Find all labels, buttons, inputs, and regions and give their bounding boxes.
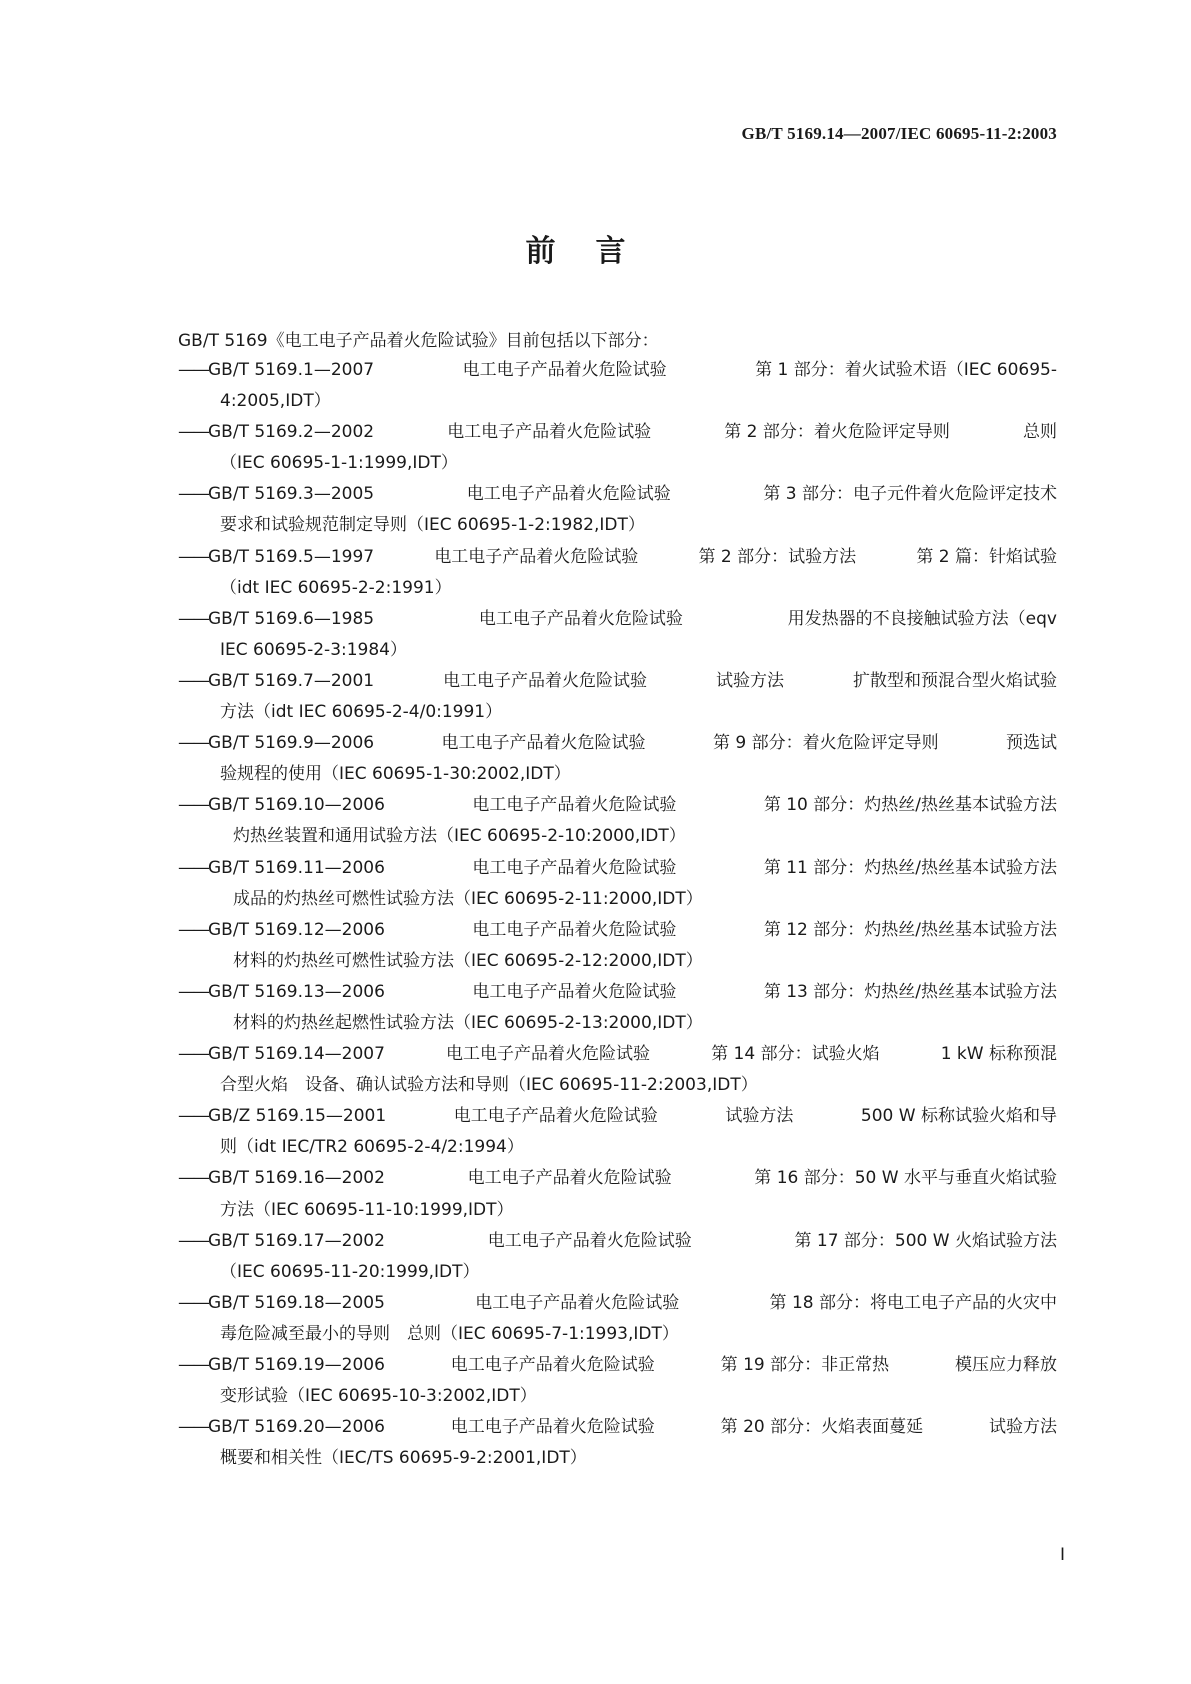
standard-part-title: 第 3 部分：电子元件着火危险评定技术 [763,484,1057,505]
standard-code [178,479,374,510]
standard-code [178,1039,385,1070]
standard-part-title: 预选试 [1006,733,1057,754]
list-item-continuation: 灼热丝装置和通用试验方法（IEC 60695-2-10:2000,IDT） [233,826,686,847]
list-item-continuation: 成品的灼热丝可燃性试验方法（IEC 60695-2-11:2000,IDT） [233,888,703,909]
standard-part-title: 第 19 部分：非正常热 [720,1355,890,1375]
list-item-first-line [178,915,1057,946]
standard-code-text: GB/T 5169.10—2006 [208,795,385,816]
list-item [178,1350,1057,1412]
standard-code [178,728,374,759]
list-item-first-line [178,1412,1057,1443]
list-item [178,915,1057,977]
standard-part-title: 第 13 部分：灼热丝/热丝基本试验方法 [763,981,1057,1002]
standard-series-title: 电工电子产品着火危险试验 [462,360,667,380]
standard-code-text: GB/T 5169.11—2006 [208,857,385,878]
list-item-first-line [178,417,1057,448]
list-item-first-line [178,1288,1057,1319]
standard-part-title: 第 2 篇：针焰试验 [916,546,1057,567]
standard-code-text: GB/T 5169.20—2006 [208,1417,385,1438]
em-dash-marker: —— [178,1292,208,1313]
standard-series-title: 电工电子产品着火危险试验 [441,733,646,754]
standard-code [178,1412,385,1443]
em-dash-marker: —— [178,608,208,629]
em-dash-marker: —— [178,1417,208,1438]
standard-series-title: 电工电子产品着火危险试验 [450,1417,655,1438]
list-item [178,1226,1057,1288]
standard-code-text: GB/T 5169.9—2006 [208,733,375,754]
em-dash-marker: —— [178,484,208,505]
standard-code [178,542,374,573]
standard-part-title: 第 2 部分：试验方法 [698,546,857,567]
standard-code-text: GB/T 5169.6—1985 [208,608,375,629]
standard-code [178,915,385,946]
list-item-first-line [178,542,1057,573]
standard-series-title: 电工电子产品着火危险试验 [472,857,677,878]
list-item-continuation: 材料的灼热丝可燃性试验方法（IEC 60695-2-12:2000,IDT） [233,950,703,971]
list-item-first-line [178,1163,1057,1194]
standard-part-title: 总则 [1022,422,1057,443]
standard-series-title: 电工电子产品着火危险试验 [450,1355,655,1375]
standard-series-title: 电工电子产品着火危险试验 [466,484,671,505]
standard-code-text: GB/T 5169.12—2006 [208,919,385,940]
list-item-continuation: 合型火焰 设备、确认试验方法和导则（IEC 60695-11-2:2003,IDT） [220,1075,758,1096]
standard-code [178,1101,386,1132]
standards-list [178,355,1057,1474]
em-dash-marker: —— [178,981,208,1002]
em-dash-marker: —— [178,1168,208,1189]
list-item-first-line [178,853,1057,884]
em-dash-marker: —— [178,919,208,940]
list-item [178,790,1057,852]
standard-part-title: 模压应力释放 [955,1355,1057,1375]
em-dash-marker: —— [178,795,208,816]
standard-code [178,604,374,635]
standard-part-title: 第 10 部分：灼热丝/热丝基本试验方法 [763,795,1057,816]
list-item-continuation: （IEC 60695-1-1:1999,IDT） [220,453,458,474]
standard-code-text: GB/T 5169.18—2005 [208,1292,385,1313]
standard-code-text: GB/T 5169.14—2007 [208,1044,385,1065]
list-item-first-line [178,1101,1057,1132]
standard-series-title: 电工电子产品着火危险试验 [487,1230,692,1251]
list-item-continuation: 要求和试验规范制定导则（IEC 60695-1-2:1982,IDT） [220,515,645,536]
list-item [178,1412,1057,1474]
standard-code-text: GB/T 5169.5—1997 [208,546,375,567]
list-item [178,604,1057,666]
em-dash-marker: —— [178,857,208,878]
standard-part-title: 用发热器的不良接触试验方法（eqv [787,608,1057,629]
page-title: 前言 [525,234,666,269]
standard-part-title: 试验方法 [989,1417,1057,1438]
standard-part-title: 第 14 部分：试验火焰 [711,1044,880,1065]
em-dash-marker: —— [178,670,208,691]
standard-part-title: 第 20 部分：火焰表面蔓延 [720,1417,924,1438]
em-dash-marker: —— [178,546,208,567]
standard-part-title: 第 17 部分：500 W 火焰试验方法 [794,1230,1057,1251]
list-item [178,666,1057,728]
standard-part-title: 试验方法 [716,670,785,691]
standard-series-title: 电工电子产品着火危险试验 [453,1106,658,1127]
standard-series-title: 电工电子产品着火危险试验 [478,608,683,629]
standard-code-text: GB/T 5169.3—2005 [208,484,375,505]
list-item-continuation: 则（idt IEC/TR2 60695-2-4/2:1994） [220,1137,524,1158]
list-item-first-line [178,977,1057,1008]
em-dash-marker: —— [178,1355,208,1375]
list-item-continuation: 材料的灼热丝起燃性试验方法（IEC 60695-2-13:2000,IDT） [233,1012,703,1033]
list-item [178,1101,1057,1163]
list-item [178,1039,1057,1101]
standard-part-title: 500 W 标称试验火焰和导 [860,1106,1057,1127]
list-item [178,1163,1057,1225]
standard-series-title: 电工电子产品着火危险试验 [446,1044,651,1065]
standard-series-title: 电工电子产品着火危险试验 [472,919,677,940]
standard-code-text: GB/T 5169.1—2007 [208,360,375,380]
list-item-continuation: 验规程的使用（IEC 60695-1-30:2002,IDT） [220,764,571,785]
list-item-continuation: （IEC 60695-11-20:1999,IDT） [220,1261,480,1282]
standard-series-title: 电工电子产品着火危险试验 [434,546,639,567]
standard-series-title: 电工电子产品着火危险试验 [472,981,677,1002]
list-item-continuation: 概要和相关性（IEC/TS 60695-9-2:2001,IDT） [220,1448,587,1469]
standard-code-text: GB/Z 5169.15—2001 [208,1106,387,1127]
em-dash-marker: —— [178,360,208,380]
standard-code [178,1163,385,1194]
list-item-first-line [178,666,1057,697]
standard-code [178,666,374,697]
standard-part-title: 第 16 部分：50 W 水平与垂直火焰试验 [754,1168,1057,1189]
list-item-first-line [178,604,1057,635]
list-item-first-line [178,728,1057,759]
standard-code-text: GB/T 5169.17—2002 [208,1230,385,1251]
em-dash-marker: —— [178,1230,208,1251]
standard-code-text: GB/T 5169.16—2002 [208,1168,385,1189]
standard-series-title: 电工电子产品着火危险试验 [475,1292,680,1313]
standard-part-title: 扩散型和预混合型火焰试验 [852,670,1057,691]
em-dash-marker: —— [178,1106,208,1127]
standard-series-title: 电工电子产品着火危险试验 [472,795,677,816]
list-item-first-line [178,479,1057,510]
standard-code-text: GB/T 5169.13—2006 [208,981,385,1002]
list-item-continuation: 变形试验（IEC 60695-10-3:2002,IDT） [220,1386,537,1407]
list-item-continuation: 4:2005,IDT） [220,391,331,412]
standard-code [178,417,374,448]
list-item [178,1288,1057,1350]
page-number: Ⅰ [1059,1545,1065,1564]
standard-code [178,1226,385,1257]
list-item [178,977,1057,1039]
list-item-first-line [178,1226,1057,1257]
standard-code-text: GB/T 5169.19—2006 [208,1355,385,1375]
list-item [178,355,1057,417]
standard-part-title: 第 1 部分：着火试验术语（IEC 60695- [755,360,1057,380]
list-item-continuation: 毒危险减至最小的导则 总则（IEC 60695-7-1:1993,IDT） [220,1323,679,1344]
em-dash-marker: —— [178,733,208,754]
list-item [178,479,1057,541]
standard-code [178,790,385,821]
standard-part-title: 第 9 部分：着火危险评定导则 [712,733,939,754]
list-item-first-line [178,355,1057,386]
standard-series-title: 电工电子产品着火危险试验 [447,422,652,443]
standard-series-title: 电工电子产品着火危险试验 [467,1168,672,1189]
list-item [178,853,1057,915]
standard-code [178,853,385,884]
standard-part-title: 第 2 部分：着火危险评定导则 [724,422,950,443]
list-item-first-line [178,790,1057,821]
standard-code [178,1350,385,1381]
standard-code [178,1288,385,1319]
list-item-first-line [178,1039,1057,1070]
standard-code-text: GB/T 5169.2—2002 [208,422,375,443]
standard-part-title: 第 11 部分：灼热丝/热丝基本试验方法 [763,857,1057,878]
standard-part-title: 第 12 部分：灼热丝/热丝基本试验方法 [763,919,1057,940]
em-dash-marker: —— [178,422,208,443]
standard-part-title: 1 kW 标称预混 [940,1044,1057,1065]
list-item [178,542,1057,604]
intro-paragraph: GB/T 5169《电工电子产品着火危险试验》目前包括以下部分： [178,331,659,351]
em-dash-marker: —— [178,1044,208,1065]
list-item-continuation: 方法（IEC 60695-11-10:1999,IDT） [220,1199,514,1220]
list-item-continuation: （idt IEC 60695-2-2:1991） [220,577,452,598]
standard-part-title: 第 18 部分：将电工电子产品的火灾中 [769,1292,1057,1313]
standard-series-title: 电工电子产品着火危险试验 [443,670,648,691]
list-item-continuation: IEC 60695-2-3:1984） [220,639,407,660]
standard-code [178,355,374,386]
standard-code-text: GB/T 5169.7—2001 [208,670,375,691]
list-item-continuation: 方法（idt IEC 60695-2-4/0:1991） [220,702,503,723]
standard-part-title: 试验方法 [725,1106,794,1127]
list-item-first-line [178,1350,1057,1381]
list-item [178,417,1057,479]
list-item [178,728,1057,790]
standard-number-header: GB/T 5169.14—2007/IEC 60695-11-2:2003 [741,124,1057,143]
standard-code [178,977,385,1008]
